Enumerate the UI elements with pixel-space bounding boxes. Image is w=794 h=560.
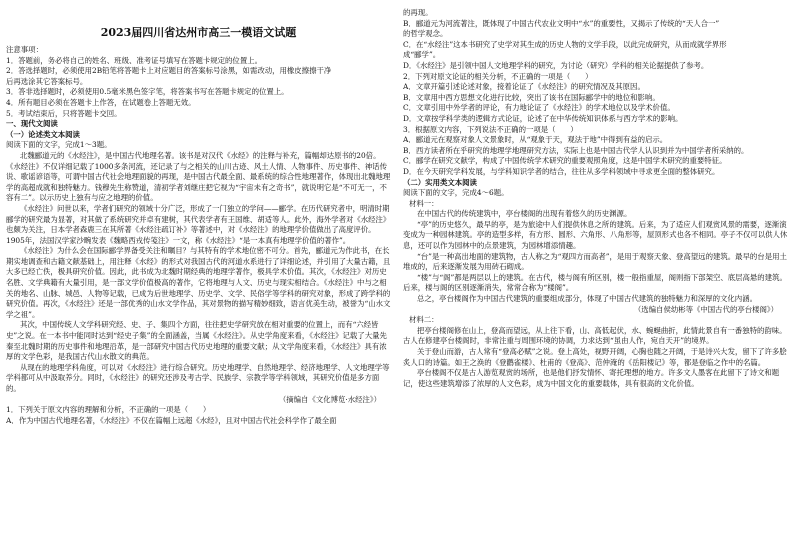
reading-instruction: 阅读下面的文字，完成4～6题。 [403, 188, 509, 198]
question-line: C．在“水经注”这本书研究了史学对其生成的历史人物的文学手段，以此完成研究，从而成就学界形 [403, 39, 727, 49]
material-paragraph: “台”是一种高出地面的建筑物，古人称之为“观四方而高者”，是用于观察天象、登高望远的建筑。最早的台是用土堆成的，后来逐渐发展为用砖石砌成。 [403, 251, 787, 272]
question-line: 3．根据原文内容，下列说法不正确的一项是（ ） [403, 124, 578, 134]
material-paragraph: 在中国古代的传统建筑中，亭台楼阁的出现有着悠久的历史渊源。 [417, 209, 632, 219]
passage-source: （摘编自《文化博览·水经注》） [278, 394, 381, 404]
question-line: B．西方读者所在乎研究的地理学地理研究方法，实际上也是中国古代学人认识到并为中国学者所采纳的。 [403, 145, 749, 155]
subsection-heading: （二）实用类文本阅读 [403, 177, 477, 187]
question-line: C．文章引用中外学者的评论，有力地论证了《水经注》的学术地位以及学术价值。 [403, 103, 675, 113]
question-line: D．《水经注》是引领中国人文地理学科的研究，为讨论（研究）学科的相关论据提供了参考。 [403, 60, 709, 70]
question-line: A．郦道元在观察对象人文景象时，从“观象于天，观法于地”中得到有益的启示。 [403, 135, 668, 145]
note-item: 2．答选择题时，必须使用2B铅笔将答题卡上对应题目的答案标号涂黑，如需改动，用橡皮擦擦干净 [6, 66, 332, 76]
material-paragraph: “楼”与“阁”都是两层以上的建筑。在古代，楼与阁有所区别，楼一般指重屋，阁则指下部架空、底层高悬的建筑。后来，楼与阁的区别逐渐消失，常常合称为“楼阁”。 [403, 272, 787, 293]
exam-title: 2023届四川省达州市高三一模语文试题 [100, 26, 297, 39]
question-line: D．文章按学科学类的逻辑方式论证，论述了在中华传统知识体系与西方学术的影响。 [403, 113, 683, 123]
material-title: 材料二： [409, 315, 439, 325]
section-heading: 一、现代文阅读 [6, 119, 58, 129]
passage-paragraph: 《水经注》为什么会在国际郦学界备受关注和瞩目？与其特有的学术地位密不可分。首先，郦道元为作此书，在长期实地调查和古籍文献基础上，用注释《水经》的形式对我国古代的河道水系进行了详细论述，并引用了大量古籍，且大多已经亡佚，极具研究价值。因此，此书成为北魏时期经典的地理学著作，极具学术价值。其次，《水经注》对历史名胜、文学典籍有大量引用，是一部文学价值极高的著作，它将地理与人文、历史与现实相结合。《水经注》中与之相关的地名、山脉、城邑、人物等记载，已成为后世地理学、历史学、文学、民俗学等学科的研究对象，形成了跨学科的研究价值。再次，《水经注》还是一部优秀的山水文学作品，其对景物的描写精妙细致，语言优美生动，被誉为“山水文学之祖”。 [6, 246, 391, 319]
passage-paragraph: 《水经注》问世以来，学者们研究的领域十分广泛，形成了一门独立的学问——郦学。在历代研究者中，明清时期郦学的研究最为显著，对其做了系统研究并卓有建树，其代表学者有王国维、胡适等人。此外，海外学者对《水经注》也颇为关注，日本学者森鹿三在其所著《水经注疏订补》等著述中，对《水经注》的地理学价值做出了高度评价。1905年，法国汉学家沙畹发表《魏略西戎传笺注》一文，称《水经注》“是一本真有地理学价值的著作”。 [6, 203, 391, 245]
question-line: 2．下列对原文论证的相关分析，不正确的一项是（ ） [403, 71, 593, 81]
question-line: B．文章用中西方思想文化进行比较，突出了该书在国际郦学中的地位和影响。 [403, 92, 660, 102]
right-column [397, 0, 794, 560]
subsection-heading: （一）论述类文本阅读 [6, 129, 80, 139]
question-stem: 1．下列关于原文内容的理解和分析，不正确的一项是（ ） [6, 405, 211, 415]
material-source: （选编自侯幼彬等《中国古代的亭台楼阁》） [633, 304, 778, 314]
material-paragraph: 亭台楼阁不仅是古人游览观赏的场所，也是他们抒发情怀、寄托理想的地方。许多文人墨客在此留下了诗文和题记，使这些建筑增添了浓厚的人文色彩，成为中国文化的重要载体，具有很高的文化价值。 [403, 368, 780, 388]
question-line: B．郦道元为河流著注，既体现了中国古代农业文明中“水”的重要性，又揭示了传统的“天人合一” [403, 18, 720, 28]
question-option: A．作为中国古代地理名著，《水经注》不仅在篇幅上远超《水经》，且对中国古代社会科学作了最全面 [6, 415, 337, 425]
question-line: C．郦学在研究文献学，构成了中国传统学术研究的重要观照角度，这是中国学术研究的重要特征。 [403, 156, 727, 166]
note-item: 5．考试结束后，只将答题卡交回。 [6, 108, 122, 118]
passage-paragraph: 其次，中国传统人文学科研究经、史、子、集四个方面，往往把史学研究放在相对重要的位置上，而有“六经皆史”之说。在一本书中能同时达到“经史子集”的全面涵盖，当属《水经注》。从史学角度来看，《水经注》记载了大量先秦至北魏时期的历史事件和地理沿革，是一部研究中国古代历史地理的重要文献；从文学角度来看，《水经注》具有浓厚的文学色彩，是我国古代山水散文的典范。 [6, 320, 387, 362]
material-title: 材料一： [409, 198, 439, 208]
notes-heading: 注意事项： [6, 45, 43, 54]
material-paragraph: 把亭台楼阁修在山上，登高而望远，从上往下看，山、高低起伏，水、蜿蜒曲折，此情此景自有一番独特的韵味。古人在修建亭台楼阁时，非常注重与周围环境的协调，力求达到“虽由人作，宛自天开”的境界。 [403, 325, 787, 346]
material-paragraph: 总之，亭台楼阁作为中国古代建筑的重要组成部分，体现了中国古代建筑的独特魅力和深厚的文化内涵。 [417, 294, 757, 304]
question-line: 成“郦学”。 [403, 50, 441, 60]
note-item: 后再选涂其它答案标号。 [6, 76, 88, 86]
question-line: 的哲学观念。 [403, 29, 448, 39]
passage-paragraph: 北魏郦道元的《水经注》，是中国古代地理名著。该书是对汉代《水经》的注释与补充，篇幅却达原书的20倍。《水经注》不仅详细记载了1000多条河流，还记录了与之相关的山川古迹、风土人情、人物事件、历史事件、神话传说、歌谣谚语等，可谓中国古代社会地理面貌的再现，是中国古代最全面、最系统的综合性地理著作，体现出北魏地理学的高超成就和独特魅力。钱穆先生称赞道，清初学者刘继庄把它视为“宇宙未有之奇书”，就说明它是“不可无一，不容有二”。以示历史上独有与应之地理的价值。 [6, 150, 391, 203]
note-item: 1．答题前，务必将自己的姓名、班级、准考证号填写在答题卡规定的位置上。 [6, 55, 262, 65]
material-paragraph: 关于登山而游，古人常有“登高必赋”之说。登上高处，视野开阔，心胸也随之开阔，于是诗兴大发，留下了许多脍炙人口的诗篇。如王之涣的《登鹳雀楼》、杜甫的《登高》、范仲淹的《岳阳楼记》等，都是登临之作中的名篇。 [403, 347, 787, 367]
question-line: 的再现。 [403, 8, 433, 17]
reading-instruction: 阅读下面的文字，完成1～3题。 [6, 140, 112, 150]
question-line: D．在今天研究学科发展，与学科知识学者的结合，往往从多学科领域中寻求更全面的整体研究。 [403, 166, 720, 176]
passage-paragraph: 从现在的地理学科角度，可以对《水经注》进行综合研究。历史地理学、自然地理学、经济地理学、人文地理学等学科都可从中汲取养分。同时，《水经注》的研究还涉及考古学、民族学、宗教学等学科领域，其研究价值是多方面的。 [6, 362, 390, 393]
note-item: 3．答非选择题时，必须使用0.5毫米黑色签字笔，将答案书写在答题卡规定的位置上。 [6, 87, 289, 97]
question-line: A．文章开篇引述论述对象，接着论证了《水经注》的研究情况及其原因。 [403, 82, 645, 92]
material-paragraph: “亭”的历史悠久，最早的亭，是为旅途中人们提供休息之所的建筑。后来，为了适应人们观赏风景的需要，逐渐演变成为一种园林建筑。亭的造型多样，有方形、圆形、六角形、八角形等，屋顶形式也各不相同。亭子不仅可以供人休息，还可以作为园林中的点景建筑，为园林增添情趣。 [403, 219, 788, 251]
note-item: 4．所有题目必须在答题卡上作答，在试题卷上答题无效。 [6, 97, 196, 107]
